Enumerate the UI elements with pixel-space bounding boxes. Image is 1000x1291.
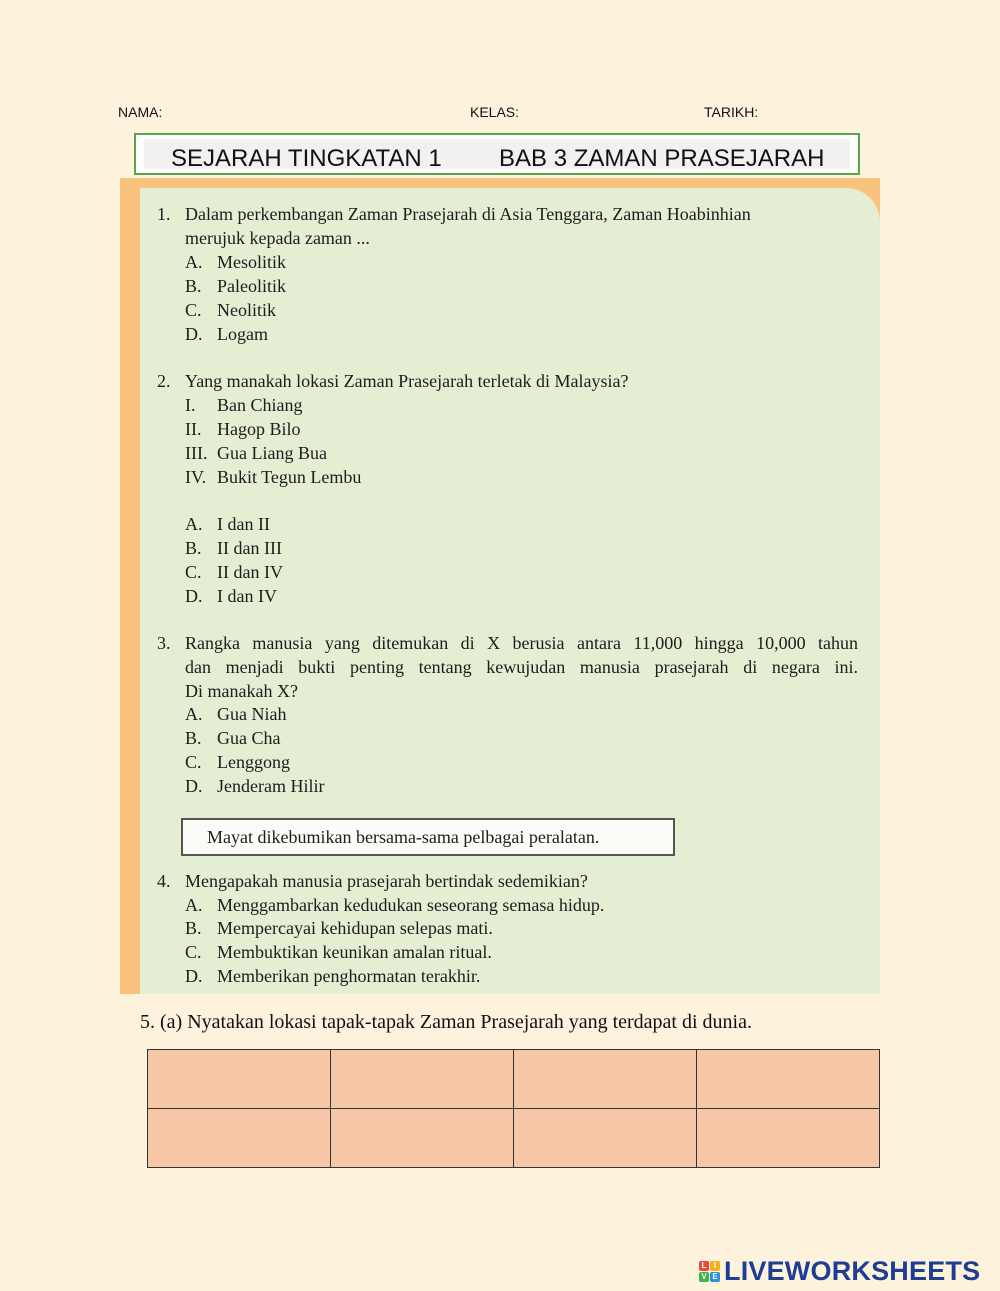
q2-statement-i-key: I. (185, 395, 196, 415)
liveworksheets-logo-text: LIVEWORKSHEETS (724, 1255, 981, 1286)
q2-option-b-key: B. (185, 538, 202, 558)
q2-option-d-key: D. (185, 586, 203, 606)
q3-option-b: Gua Cha (217, 728, 281, 748)
q3-option-c: Lenggong (217, 752, 290, 772)
q2-option-c: II dan IV (217, 562, 283, 582)
q4-text-line-1: Mengapakah manusia prasejarah bertindak sedemikian? (185, 871, 588, 891)
q1-option-a: Mesolitik (217, 252, 287, 272)
q2-statement-ii: Hagop Bilo (217, 419, 301, 439)
answer-cell[interactable] (697, 1109, 880, 1168)
q2-option-c-key: C. (185, 562, 202, 582)
q1-option-b-key: B. (185, 276, 202, 296)
answer-input[interactable] (515, 1110, 695, 1166)
q2-statement-iv: Bukit Tegun Lembu (217, 467, 362, 487)
q1-option-c-key: C. (185, 300, 202, 320)
answer-row (148, 1109, 880, 1168)
q4-option-d-key: D. (185, 966, 203, 986)
q3-option-a: Gua Niah (217, 704, 287, 724)
q3-text-line-1: Rangka manusia yang ditemukan di X berusia antara 11,000 hingga 10,000 tahun (185, 633, 858, 653)
q1-number: 1. (157, 204, 171, 224)
q2-statement-ii-key: II. (185, 419, 202, 439)
chapter-title: BAB 3 ZAMAN PRASEJARAH (499, 145, 825, 172)
q3-text-line-3: Di manakah X? (185, 681, 298, 701)
q4-stimulus-text: Mayat dikebumikan bersama-sama pelbagai peralatan. (207, 827, 600, 847)
q1-option-a-key: A. (185, 252, 203, 272)
q2-statement-iv-key: IV. (185, 467, 207, 487)
logo-icon-letter: I (710, 1261, 720, 1271)
kelas-label: KELAS: (470, 104, 520, 120)
q1-option-d: Logam (217, 324, 268, 344)
logo-icon-letter: L (699, 1261, 709, 1271)
q3-option-b-key: B. (185, 728, 202, 748)
q3-option-d-key: D. (185, 776, 203, 796)
q1-option-d-key: D. (185, 324, 203, 344)
title-banner (144, 139, 850, 172)
q4-option-c-key: C. (185, 942, 202, 962)
answer-cell[interactable] (148, 1109, 331, 1168)
q4-option-c: Membuktikan keunikan amalan ritual. (217, 942, 492, 962)
q2-option-b: II dan III (217, 538, 282, 558)
q2-number: 2. (157, 371, 171, 391)
answer-input[interactable] (149, 1051, 329, 1107)
title-box (134, 133, 860, 175)
q3-option-a-key: A. (185, 704, 203, 724)
answer-input[interactable] (698, 1110, 878, 1166)
q4-option-b: Mempercayai kehidupan selepas mati. (217, 918, 493, 938)
answer-input[interactable] (149, 1110, 329, 1166)
logo-icon-letter: E (710, 1272, 720, 1282)
answer-table (147, 1049, 880, 1168)
nama-label: NAMA: (118, 104, 163, 120)
q4-stimulus-box (181, 818, 675, 856)
q1-option-b: Paleolitik (217, 276, 286, 296)
q1-text-line-1: Dalam perkembangan Zaman Prasejarah di Asia Tenggara, Zaman Hoabinhian (185, 204, 751, 224)
q3-number: 3. (157, 633, 171, 653)
liveworksheets-logo-icon (699, 1261, 720, 1282)
q1-option-c: Neolitik (217, 300, 276, 320)
q2-statement-iii: Gua Liang Bua (217, 443, 327, 463)
q1-text-line-2: merujuk kepada zaman ... (185, 228, 370, 248)
q4-option-b-key: B. (185, 918, 202, 938)
answer-cell[interactable] (148, 1050, 331, 1109)
q4-option-a: Menggambarkan kedudukan seseorang semasa hidup. (217, 895, 605, 915)
answer-cell[interactable] (514, 1109, 697, 1168)
q2-option-a-key: A. (185, 514, 203, 534)
answer-input[interactable] (698, 1051, 878, 1107)
liveworksheets-logo[interactable] (699, 1255, 980, 1287)
q3-text-line-2: dan menjadi bukti penting tentang kewujudan manusia prasejarah di negara ini. (185, 657, 858, 677)
answer-cell[interactable] (331, 1050, 514, 1109)
answer-cell[interactable] (697, 1050, 880, 1109)
q4-option-a-key: A. (185, 895, 203, 915)
q4-number: 4. (157, 871, 171, 891)
subject-title: SEJARAH TINGKATAN 1 (171, 145, 442, 172)
q4-option-d: Memberikan penghormatan terakhir. (217, 966, 481, 986)
answer-input[interactable] (332, 1110, 512, 1166)
answer-row (148, 1050, 880, 1109)
logo-icon-letter: V (699, 1272, 709, 1282)
tarikh-label: TARIKH: (704, 104, 759, 120)
q5-text: 5. (a) Nyatakan lokasi tapak-tapak Zaman Prasejarah yang terdapat di dunia. (140, 1011, 752, 1033)
answer-cell[interactable] (514, 1050, 697, 1109)
q2-text-line-1: Yang manakah lokasi Zaman Prasejarah terletak di Malaysia? (185, 371, 629, 391)
q2-option-a: I dan II (217, 514, 270, 534)
answer-cell[interactable] (331, 1109, 514, 1168)
answer-input[interactable] (515, 1051, 695, 1107)
q3-option-d: Jenderam Hilir (217, 776, 325, 796)
q2-statement-iii-key: III. (185, 443, 208, 463)
q2-option-d: I dan IV (217, 586, 277, 606)
q2-statement-i: Ban Chiang (217, 395, 303, 415)
q3-option-c-key: C. (185, 752, 202, 772)
answer-input[interactable] (332, 1051, 512, 1107)
